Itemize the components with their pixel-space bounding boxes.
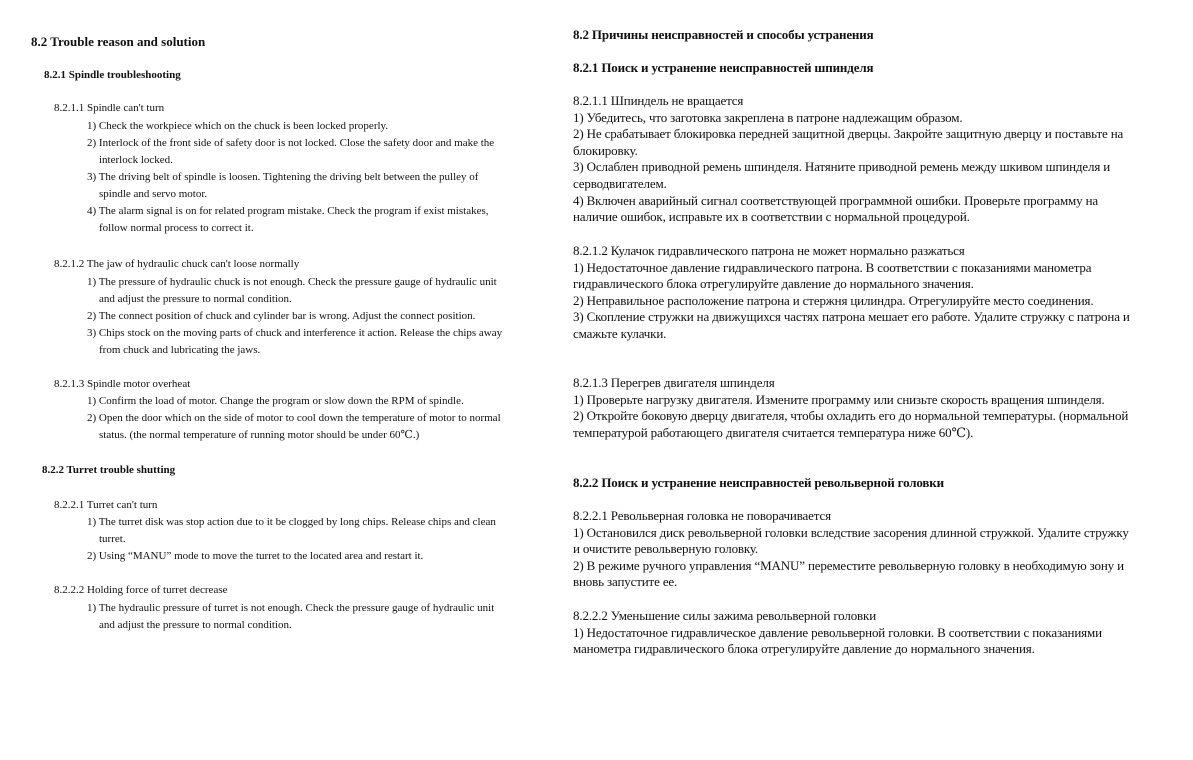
en-turret-cant-turn-list <box>87 514 507 565</box>
list-item: 2) Open the door which on the side of motor to cool down the temperature of motor to normal status. (the normal temperature of running motor should be under 60℃.) <box>87 412 501 441</box>
ru-section-title: 8.2 Причины неисправностей и способы устранения <box>573 27 874 42</box>
list-item: 2) Неправильное расположение патрона и стержня цилиндра. Отрегулируйте место соединения. <box>573 292 1094 308</box>
list-item: 1) Недостаточное гидравлическое давление револьверной головки. В соответствии с показаниями манометра гидравлического блока отрегулируйте давление до нормального значения. <box>573 624 1102 657</box>
ru-subheading: 8.2.1.2 Кулачок гидравлического патрона не может нормально разжаться <box>573 243 965 258</box>
list-item: 1) Check the workpiece which on the chuck is been locked properly. <box>87 120 389 132</box>
list-item: 1) Недостаточное давление гидравлического патрона. В соответствии с показаниями манометра гидравлического блока отрегулируйте давление до нормального значения. <box>573 259 1092 292</box>
russian-column <box>573 0 1143 760</box>
list-item: 2) Откройте боковую дверцу двигателя, чтобы охладить его до нормальной температуры. (нормальной температурой работающего двигателя считается температура ниже 60℃). <box>573 408 1129 440</box>
ru-subheading: 8.2.2.1 Револьверная головка не поворачивается <box>573 508 831 523</box>
list-item: 1) Confirm the load of motor. Change the program or slow down the RPM of spindle. <box>87 395 464 407</box>
en-overheat-heading: 8.2.1.3 Spindle motor overheat <box>54 378 191 390</box>
english-column <box>0 0 560 760</box>
ru-turret-cant-turn-block <box>573 508 1138 591</box>
ru-turret-heading: 8.2.2 Поиск и устранение неисправностей револьверной головки <box>573 475 944 490</box>
ru-subheading: 8.2.1.3 Перегрев двигателя шпинделя <box>573 375 775 390</box>
en-spindle-heading: 8.2.1 Spindle troubleshooting <box>44 69 181 81</box>
list-item: 1) The hydraulic pressure of turret is not enough. Check the pressure gauge of hydraulic unit and adjust the pressure to normal condition. <box>87 602 495 631</box>
en-turret-cant-turn-heading: 8.2.2.1 Turret can't turn <box>54 499 158 511</box>
list-item: 1) The turret disk was stop action due to it be clogged by long chips. Release chips and clean turret. <box>87 516 496 545</box>
ru-subheading: 8.2.2.2 Уменьшение силы зажима револьверной головки <box>573 608 877 623</box>
list-item: 1) Остановился диск револьверной головки вследствие засорения длинной стружкой. Удалите стружку и очистите револьверную головку. <box>573 524 1129 557</box>
en-section-title: 8.2 Trouble reason and solution <box>31 34 206 49</box>
en-holding-list <box>87 600 507 634</box>
list-item: 1) The pressure of hydraulic chuck is not enough. Check the pressure gauge of hydraulic unit and adjust the pressure to normal condition. <box>87 276 497 305</box>
list-item: 3) Скопление стружки на движущихся частях патрона мешает его работе. Удалите стружку с патрона и смажьте кулачки. <box>573 309 1130 341</box>
en-spindle-cant-turn-heading: 8.2.1.1 Spindle can't turn <box>54 102 165 114</box>
list-item: 1) Убедитесь, что заготовка закреплена в патроне надлежащим образом. <box>573 109 963 125</box>
list-item: 4) Включен аварийный сигнал соответствующей программной ошибки. Проверьте программу на наличие ошибок, исправьте их в соответствии с нормальной процедурой. <box>573 192 1099 225</box>
en-holding-heading: 8.2.2.2 Holding force of turret decrease <box>54 584 228 596</box>
list-item: 2) Interlock of the front side of safety door is not locked. Close the safety door and make the interlock locked. <box>87 137 495 166</box>
list-item: 2) The connect position of chuck and cylinder bar is wrong. Adjust the connect position. <box>87 310 476 322</box>
ru-overheat-block <box>573 375 1138 441</box>
list-item: 1) Проверьте нагрузку двигателя. Измените программу или снизьте скорость вращения шпинделя. <box>573 391 1105 407</box>
en-jaw-list <box>87 274 507 359</box>
list-item: 3) Chips stock on the moving parts of chuck and interference it action. Release the chips away from chuck and lubricating the jaws. <box>87 327 503 356</box>
list-item: 3) Ослаблен приводной ремень шпинделя. Натяните приводной ремень между шкивом шпинделя и серводвигателем. <box>573 159 1111 191</box>
ru-spindle-heading: 8.2.1 Поиск и устранение неисправностей шпинделя <box>573 60 874 75</box>
list-item: 2) Using “MANU” mode to move the turret to the located area and restart it. <box>87 550 424 562</box>
ru-spindle-cant-turn-block <box>573 93 1138 226</box>
ru-jaw-block <box>573 243 1138 343</box>
ru-holding-block <box>573 608 1138 658</box>
en-spindle-cant-turn-list <box>87 118 507 237</box>
en-jaw-heading: 8.2.1.2 The jaw of hydraulic chuck can't loose normally <box>54 258 300 270</box>
ru-subheading: 8.2.1.1 Шпиндель не вращается <box>573 93 744 108</box>
list-item: 4) The alarm signal is on for related program mistake. Check the program if exist mistakes, follow normal process to correct it. <box>87 205 489 234</box>
en-overheat-list <box>87 393 507 444</box>
en-turret-heading: 8.2.2 Turret trouble shutting <box>42 464 176 476</box>
list-item: 2) Не срабатывает блокировка передней защитной дверцы. Закройте защитную дверцу и поставьте на блокировку. <box>573 126 1124 158</box>
list-item: 3) The driving belt of spindle is loosen. Tightening the driving belt between the pulley of spindle and servo motor. <box>87 171 479 200</box>
list-item: 2) В режиме ручного управления “MANU” переместите револьверную головку в необходимую зону и вновь запустите ее. <box>573 557 1124 590</box>
